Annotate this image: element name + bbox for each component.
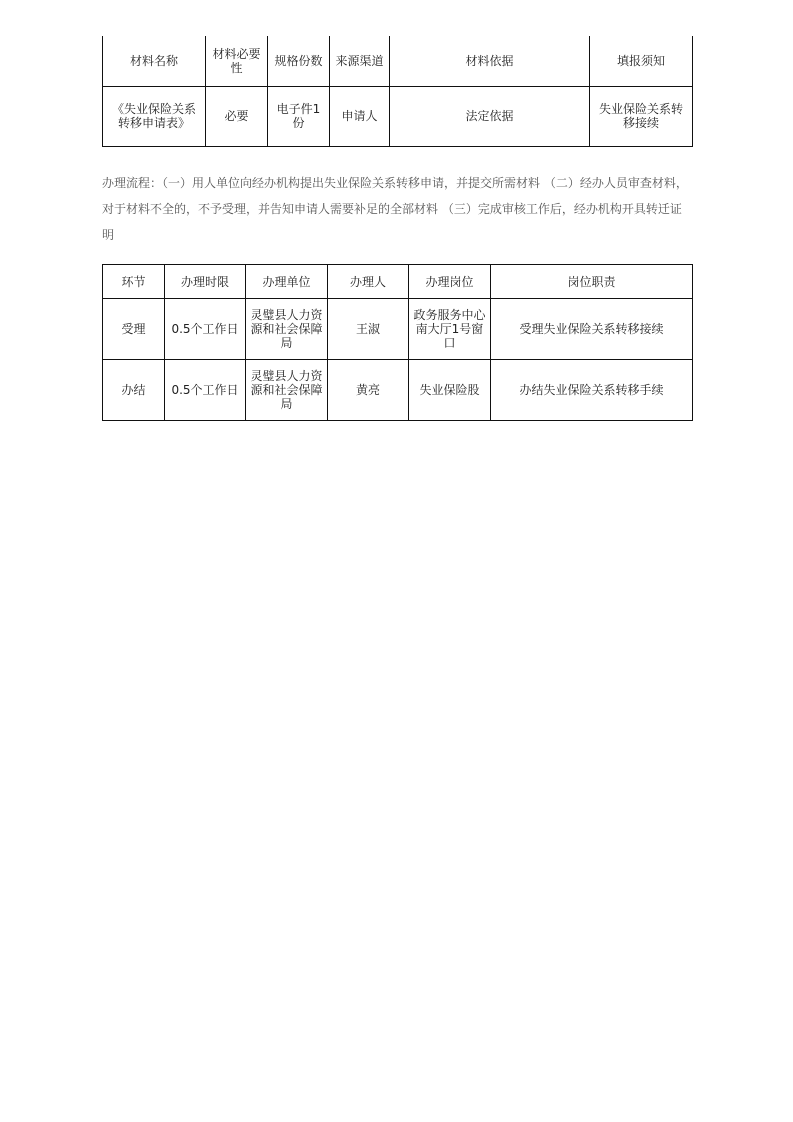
header-post: 办理岗位 [409,265,491,299]
process-header-row [103,265,693,299]
handler-cell: 王淑 [328,299,409,360]
handling-unit-cell: 灵璧县人力资源和社会保障局 [246,360,328,421]
materials-table [102,36,693,147]
time-limit-cell: 0.5个工作日 [165,299,246,360]
post-cell: 失业保险股 [409,360,491,421]
handler-cell: 黄亮 [328,360,409,421]
header-handling-unit: 办理单位 [246,265,328,299]
post-cell: 政务服务中心南大厅1号窗口 [409,299,491,360]
material-necessity-cell: 必要 [206,86,268,146]
spec-copies-cell: 电子件1份 [268,86,330,146]
materials-header-row [103,36,693,86]
step-cell: 办结 [103,360,165,421]
header-source-channel: 来源渠道 [330,36,390,86]
header-filling-notes: 填报须知 [590,36,693,86]
header-material-name: 材料名称 [103,36,206,86]
header-handler: 办理人 [328,265,409,299]
header-spec-copies: 规格份数 [268,36,330,86]
material-name-cell: 《失业保险关系转移申请表》 [103,86,206,146]
time-limit-cell: 0.5个工作日 [165,360,246,421]
step-cell: 受理 [103,299,165,360]
table-row [103,299,693,360]
filling-notes-cell: 失业保险关系转移接续 [590,86,693,146]
table-row [103,86,693,146]
process-description: 办理流程：（一）用人单位向经办机构提出失业保险关系转移申请，并提交所需材料 （二）经办人员审查材料，对于材料不全的，不予受理，并告知申请人需要补足的全部材料 （三）完成审核工作后，经办机构开具转迁证明 [102,176,688,242]
header-step: 环节 [103,265,165,299]
duties-cell: 受理失业保险关系转移接续 [491,299,693,360]
header-duties: 岗位职责 [491,265,693,299]
header-time-limit: 办理时限 [165,265,246,299]
handling-unit-cell: 灵璧县人力资源和社会保障局 [246,299,328,360]
process-table [102,264,693,421]
table-row [103,360,693,421]
source-channel-cell: 申请人 [330,86,390,146]
header-material-basis: 材料依据 [390,36,590,86]
header-material-necessity: 材料必要性 [206,36,268,86]
material-basis-cell: 法定依据 [390,86,590,146]
duties-cell: 办结失业保险关系转移手续 [491,360,693,421]
